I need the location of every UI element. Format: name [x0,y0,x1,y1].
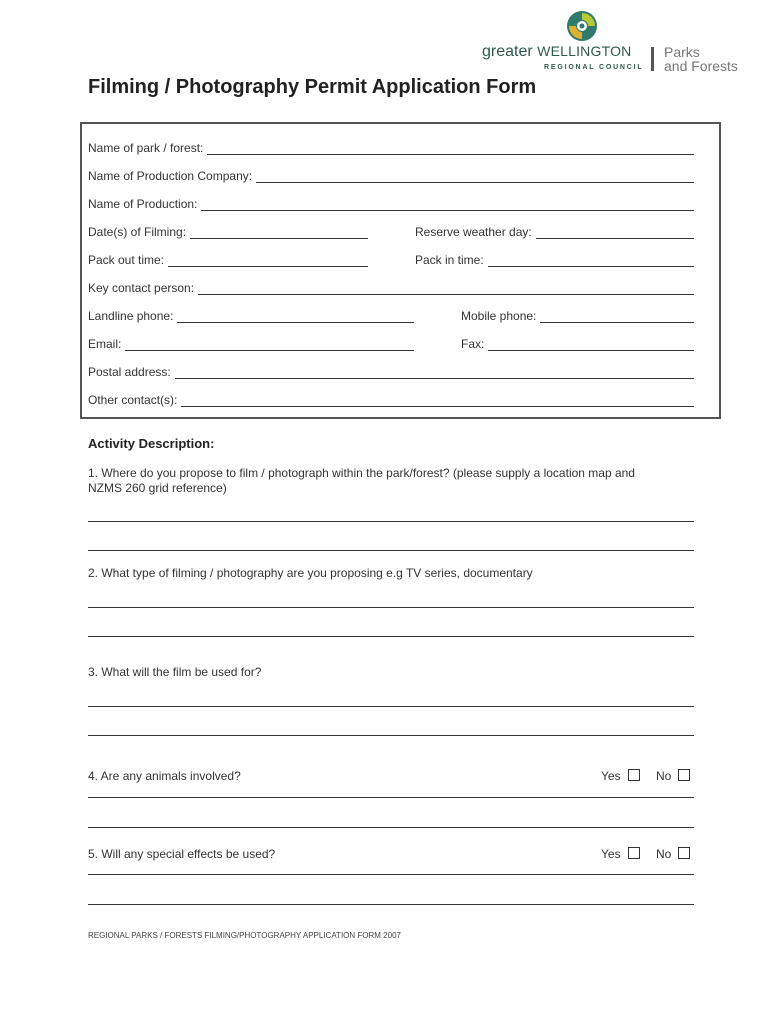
reserve-label: Reserve weather day: [415,225,532,239]
production-input-line[interactable] [201,198,694,211]
logo-parks-line2: and Forests [664,58,738,74]
question-3: 3. What will the film be used for? [88,665,262,679]
question-5: 5. Will any special effects be used? [88,847,276,861]
park-input-line[interactable] [207,142,694,155]
pack-in-field[interactable] [415,251,694,267]
council-logo-icon [566,10,598,42]
answer-line-4a[interactable] [88,797,694,798]
dates-field[interactable] [88,223,368,239]
mobile-field[interactable] [461,307,694,323]
question-4-no-label: No [656,769,672,783]
answer-line-2b[interactable] [88,636,694,637]
fax-field[interactable] [461,335,694,351]
postal-label: Postal address: [88,365,171,379]
answer-line-5a[interactable] [88,874,694,875]
park-field[interactable] [88,139,694,155]
company-label: Name of Production Company: [88,169,253,183]
question-4: 4. Are any animals involved? [88,769,241,783]
answer-line-3a[interactable] [88,706,694,707]
question-1-line1: 1. Where do you propose to film / photograph within the park/forest? (please supply a location map and [88,466,635,480]
question-4-yes-label: Yes [601,769,621,783]
company-field[interactable] [88,167,694,183]
logo-wordmark [482,43,631,61]
fax-label: Fax: [461,337,485,351]
question-4-yes[interactable] [601,769,640,783]
other-contacts-field[interactable] [88,391,694,407]
email-label: Email: [88,337,122,351]
pack-in-input-line[interactable] [488,254,694,267]
activity-heading: Activity Description: [88,436,215,451]
mobile-input-line[interactable] [540,310,694,323]
key-contact-field[interactable] [88,279,694,295]
mobile-label: Mobile phone: [461,309,537,323]
answer-line-5b[interactable] [88,904,694,905]
pack-out-field[interactable] [88,251,368,267]
logo-regional-council-text: REGIONAL COUNCIL [544,64,644,71]
answer-line-2a[interactable] [88,607,694,608]
dates-input-line[interactable] [190,226,368,239]
footer-text: REGIONAL PARKS / FORESTS FILMING/PHOTOGRAPHY APPLICATION FORM 2007 [88,931,401,940]
landline-input-line[interactable] [177,310,414,323]
landline-field[interactable] [88,307,414,323]
question-4-yes-checkbox[interactable] [628,769,640,781]
park-label: Name of park / forest: [88,141,204,155]
dates-label: Date(s) of Filming: [88,225,187,239]
fax-input-line[interactable] [488,338,694,351]
question-4-no-checkbox[interactable] [678,769,690,781]
reserve-input-line[interactable] [536,226,694,239]
logo-greater-text: greater [482,43,533,60]
answer-line-3b[interactable] [88,735,694,736]
other-contacts-label: Other contact(s): [88,393,178,407]
question-5-yes-checkbox[interactable] [628,847,640,859]
question-1 [88,466,693,496]
logo-parks-line1: Parks [664,44,700,60]
email-field[interactable] [88,335,414,351]
key-contact-label: Key contact person: [88,281,195,295]
page-title: Filming / Photography Permit Application Form [88,76,537,98]
production-label: Name of Production: [88,197,198,211]
pack-in-label: Pack in time: [415,253,484,267]
question-5-yes[interactable] [601,847,640,861]
question-4-no[interactable] [656,769,690,783]
answer-line-1b[interactable] [88,550,694,551]
question-5-no-label: No [656,847,672,861]
answer-line-1a[interactable] [88,521,694,522]
company-input-line[interactable] [256,170,694,183]
question-5-no[interactable] [656,847,690,861]
pack-out-input-line[interactable] [168,254,368,267]
answer-line-4b[interactable] [88,827,694,828]
question-2: 2. What type of filming / photography are you proposing e.g TV series, documentary [88,566,533,580]
logo-divider [651,47,654,71]
question-5-no-checkbox[interactable] [678,847,690,859]
email-input-line[interactable] [125,338,414,351]
logo-parks-forests [664,45,738,73]
production-field[interactable] [88,195,694,211]
key-contact-input-line[interactable] [198,282,694,295]
logo-wellington-text: WELLINGTON [537,43,632,59]
question-5-yes-label: Yes [601,847,621,861]
pack-out-label: Pack out time: [88,253,165,267]
question-1-line2: NZMS 260 grid reference) [88,481,227,495]
postal-input-line[interactable] [175,366,694,379]
reserve-field[interactable] [415,223,694,239]
postal-field[interactable] [88,363,694,379]
other-contacts-input-line[interactable] [181,394,694,407]
landline-label: Landline phone: [88,309,174,323]
